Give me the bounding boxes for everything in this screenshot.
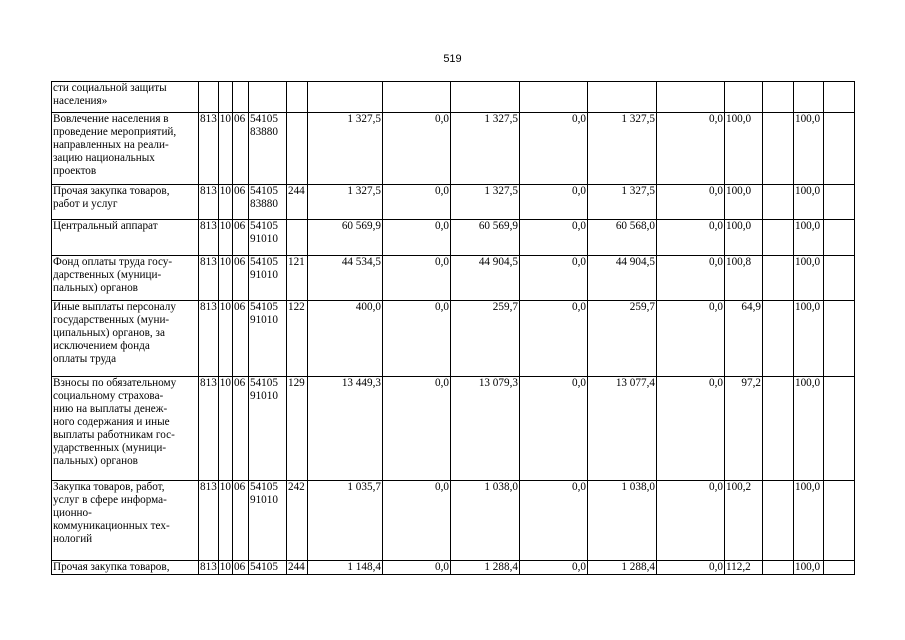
percent-cell: 97,2 (724, 377, 762, 481)
amount-cell: 60 569,9 (307, 220, 382, 256)
item-name-cell-line: исключением фонда (53, 340, 150, 352)
expense-type-cell (286, 113, 307, 185)
item-name-cell-line: Вовлечение населения в (53, 113, 169, 125)
amount-cell: 0,0 (656, 113, 724, 185)
amount-cell: 60 568,0 (587, 220, 656, 256)
percent-cell: 100,0 (724, 220, 762, 256)
percent-cell: 112,2 (724, 561, 762, 575)
target-article-cell-line: 83880 (249, 198, 278, 210)
target-article-cell-line: 54105 (249, 256, 278, 268)
percent-cell (762, 301, 793, 377)
subsection-code-cell: 06 (232, 301, 248, 377)
percent-cell (762, 220, 793, 256)
target-article-cell (248, 220, 286, 256)
ministry-code-cell: 813 (199, 377, 219, 481)
expense-type-cell (286, 220, 307, 256)
table-row (52, 481, 855, 561)
percent-cell: 100,0 (724, 185, 762, 220)
item-name-cell (52, 82, 199, 113)
amount-cell: 1 327,5 (450, 185, 519, 220)
item-name-cell-line: проведение мероприятий, (53, 126, 177, 138)
target-article-cell-line: 54105 (249, 481, 278, 493)
section-code-cell: 10 (218, 481, 232, 561)
amount-cell: 1 327,5 (450, 113, 519, 185)
amount-cell: 0,0 (519, 256, 587, 301)
item-name-cell (52, 301, 199, 377)
item-name-cell-line: Взносы по обязательному (53, 377, 177, 389)
amount-cell: 0,0 (656, 220, 724, 256)
expense-type-cell: 244 (286, 561, 307, 575)
section-code-cell (218, 82, 232, 113)
target-article-cell-line: 54105 (249, 220, 278, 232)
percent-cell (724, 82, 762, 113)
target-article-cell (248, 481, 286, 561)
amount-cell (587, 82, 656, 113)
amount-cell (519, 82, 587, 113)
target-article-cell (248, 561, 286, 575)
item-name-cell (52, 481, 199, 561)
expense-type-cell: 129 (286, 377, 307, 481)
amount-cell (656, 82, 724, 113)
section-code-cell: 10 (218, 113, 232, 185)
ministry-code-cell: 813 (199, 185, 219, 220)
subsection-code-cell: 06 (232, 185, 248, 220)
amount-cell: 1 038,0 (450, 481, 519, 561)
percent-cell (762, 82, 793, 113)
item-name-cell-line: пальных) органов (53, 282, 138, 294)
expense-type-cell (286, 82, 307, 113)
percent-cell: 64,9 (724, 301, 762, 377)
amount-cell: 0,0 (519, 561, 587, 575)
amount-cell: 259,7 (450, 301, 519, 377)
subsection-code-cell: 06 (232, 561, 248, 575)
percent-cell: 100,0 (793, 301, 823, 377)
table-row (52, 113, 855, 185)
amount-cell: 1 035,7 (307, 481, 382, 561)
amount-cell: 1 288,4 (450, 561, 519, 575)
table-row (52, 185, 855, 220)
item-name-cell (52, 113, 199, 185)
item-name-cell-line: направленных на реали- (53, 139, 169, 151)
percent-cell: 100,0 (793, 481, 823, 561)
ministry-code-cell (199, 82, 219, 113)
item-name-cell-line: дарственных (муници- (53, 269, 162, 281)
amount-cell: 44 904,5 (587, 256, 656, 301)
percent-cell (823, 185, 854, 220)
target-article-cell (248, 256, 286, 301)
amount-cell: 0,0 (519, 185, 587, 220)
expense-type-cell: 122 (286, 301, 307, 377)
subsection-code-cell: 06 (232, 220, 248, 256)
amount-cell: 0,0 (656, 185, 724, 220)
section-code-cell: 10 (218, 301, 232, 377)
ministry-code-cell: 813 (199, 256, 219, 301)
table-row (52, 82, 855, 113)
item-name-cell-line: Прочая закупка товаров, (53, 185, 170, 197)
amount-cell (450, 82, 519, 113)
item-name-cell-line: Иные выплаты персоналу (53, 301, 176, 313)
item-name-cell-line: проектов (53, 165, 97, 177)
page-number: 519 (443, 53, 462, 65)
item-name-cell (52, 561, 199, 575)
section-code-cell: 10 (219, 561, 231, 573)
amount-cell: 400,0 (307, 301, 382, 377)
percent-cell: 100,0 (793, 256, 823, 301)
percent-cell (823, 377, 854, 481)
amount-cell: 60 569,9 (450, 220, 519, 256)
percent-cell (762, 481, 793, 561)
percent-cell (823, 561, 854, 575)
percent-cell: 100,0 (793, 220, 823, 256)
item-name-cell (52, 185, 199, 220)
section-code-cell: 10 (218, 256, 232, 301)
item-name-cell (52, 377, 199, 481)
percent-cell (823, 113, 854, 185)
item-name-cell-line: населения» (53, 95, 108, 107)
amount-cell: 13 079,3 (450, 377, 519, 481)
percent-cell (793, 82, 823, 113)
amount-cell: 0,0 (382, 301, 450, 377)
target-article-cell (248, 185, 286, 220)
percent-cell (762, 377, 793, 481)
item-name-cell-line: нологий (53, 533, 93, 545)
item-name-cell-line: оплаты труда (53, 353, 117, 365)
item-name-cell-line: ударственных (муници- (53, 442, 167, 454)
amount-cell: 1 038,0 (587, 481, 656, 561)
amount-cell: 1 148,4 (307, 561, 382, 575)
amount-cell: 0,0 (656, 481, 724, 561)
target-article-cell-line: 54105 (249, 113, 278, 125)
percent-cell: 100,0 (793, 185, 823, 220)
percent-cell (823, 301, 854, 377)
amount-cell: 0,0 (382, 185, 450, 220)
budget-table (51, 81, 855, 575)
percent-cell (762, 113, 793, 185)
target-article-cell-line: 91010 (249, 494, 278, 506)
ministry-code-cell: 813 (200, 561, 217, 573)
item-name-cell (52, 220, 199, 256)
item-name-cell-line: пальных) органов (53, 455, 138, 467)
amount-cell: 0,0 (519, 377, 587, 481)
amount-cell: 13 449,3 (307, 377, 382, 481)
target-article-cell-line: 54105 (249, 377, 278, 389)
percent-cell (823, 481, 854, 561)
ministry-code-cell: 813 (199, 220, 219, 256)
target-article-cell (248, 113, 286, 185)
table-row (52, 301, 855, 377)
target-article-cell-line: 54105 (249, 185, 278, 197)
percent-cell: 100,2 (724, 481, 762, 561)
item-name-cell-line: государственных (муни- (53, 314, 170, 326)
percent-cell: 100,0 (793, 113, 823, 185)
target-article-cell-line: 54105 (249, 301, 278, 313)
ministry-code-cell: 813 (199, 481, 219, 561)
amount-cell: 0,0 (382, 377, 450, 481)
amount-cell: 1 327,5 (587, 185, 656, 220)
table-row (52, 220, 855, 256)
amount-cell: 0,0 (656, 301, 724, 377)
section-code-cell: 10 (218, 185, 232, 220)
amount-cell: 0,0 (382, 220, 450, 256)
percent-cell (823, 256, 854, 301)
amount-cell: 0,0 (382, 481, 450, 561)
percent-cell: 100,0 (793, 561, 823, 575)
amount-cell: 0,0 (382, 561, 450, 575)
amount-cell: 0,0 (656, 256, 724, 301)
item-name-cell-line: выплаты работникам гос- (53, 429, 175, 441)
amount-cell (382, 82, 450, 113)
amount-cell: 44 534,5 (307, 256, 382, 301)
percent-cell: 100,8 (724, 256, 762, 301)
subsection-code-cell: 06 (232, 256, 248, 301)
percent-cell: 100,0 (793, 377, 823, 481)
percent-cell (762, 256, 793, 301)
amount-cell: 259,7 (587, 301, 656, 377)
item-name-cell-line: работ и услуг (53, 198, 118, 210)
percent-cell: 100,0 (724, 113, 762, 185)
amount-cell: 0,0 (382, 256, 450, 301)
amount-cell: 1 327,5 (307, 113, 382, 185)
target-article-cell (248, 301, 286, 377)
percent-cell (823, 220, 854, 256)
percent-cell (762, 561, 793, 575)
amount-cell: 0,0 (656, 377, 724, 481)
target-article-cell (248, 82, 286, 113)
target-article-cell-line: 83880 (249, 126, 278, 138)
expense-type-cell: 244 (286, 185, 307, 220)
table-row (52, 561, 855, 575)
item-name-cell-line: нию на выплаты денеж- (53, 403, 168, 415)
item-name-cell-line: Прочая закупка товаров, (53, 561, 170, 573)
ministry-code-cell: 813 (199, 113, 219, 185)
section-code-cell: 10 (218, 220, 232, 256)
item-name-cell-line: ционно- (53, 507, 92, 519)
section-code-cell: 10 (218, 377, 232, 481)
amount-cell: 1 327,5 (587, 113, 656, 185)
item-name-cell-line: Фонд оплаты труда госу- (53, 256, 173, 268)
percent-cell (823, 82, 854, 113)
item-name-cell-line: коммуникационных тех- (53, 520, 170, 532)
item-name-cell-line: услуг в сфере информа- (53, 494, 167, 506)
amount-cell (307, 82, 382, 113)
amount-cell: 0,0 (519, 301, 587, 377)
item-name-cell-line: ципальных) органов, за (53, 327, 165, 339)
table-row (52, 377, 855, 481)
target-article-cell (248, 377, 286, 481)
percent-cell (762, 185, 793, 220)
target-article-cell-line: 54105 (249, 561, 278, 573)
amount-cell: 44 904,5 (450, 256, 519, 301)
item-name-cell-line: Центральный аппарат (53, 220, 158, 232)
amount-cell: 13 077,4 (587, 377, 656, 481)
subsection-code-cell (232, 82, 248, 113)
amount-cell: 0,0 (519, 220, 587, 256)
subsection-code-cell: 06 (232, 481, 248, 561)
target-article-cell-line: 91010 (249, 314, 278, 326)
amount-cell: 0,0 (519, 481, 587, 561)
item-name-cell-line: зацию национальных (53, 152, 155, 164)
table-row (52, 256, 855, 301)
amount-cell: 0,0 (656, 561, 724, 575)
target-article-cell-line: 91010 (249, 233, 278, 245)
subsection-code-cell: 06 (232, 377, 248, 481)
item-name-cell-line: сти социальной защиты (53, 82, 167, 94)
item-name-cell-line: Закупка товаров, работ, (53, 481, 165, 493)
amount-cell: 0,0 (519, 113, 587, 185)
target-article-cell-line: 91010 (249, 269, 278, 281)
item-name-cell-line: социальному страхова- (53, 390, 164, 402)
amount-cell: 1 327,5 (307, 185, 382, 220)
item-name-cell (52, 256, 199, 301)
target-article-cell-line: 91010 (249, 390, 278, 402)
amount-cell: 0,0 (382, 113, 450, 185)
subsection-code-cell: 06 (232, 113, 248, 185)
amount-cell: 1 288,4 (587, 561, 656, 575)
expense-type-cell: 242 (286, 481, 307, 561)
ministry-code-cell: 813 (199, 301, 219, 377)
item-name-cell-line: ного содержания и иные (53, 416, 170, 428)
expense-type-cell: 121 (286, 256, 307, 301)
